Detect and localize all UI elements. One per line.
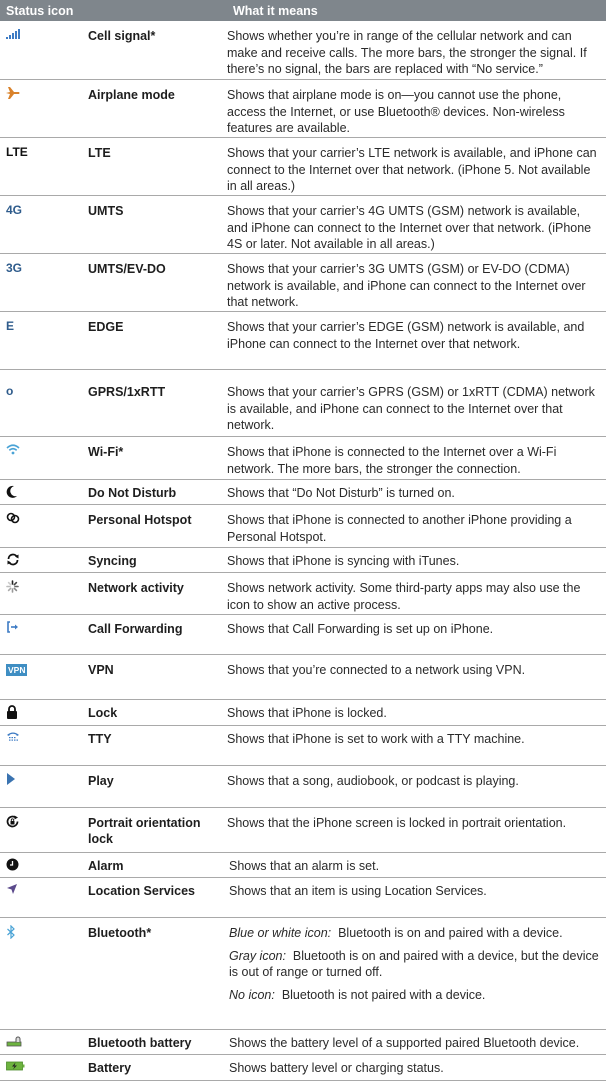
table-row bbox=[0, 480, 606, 505]
edge-icon: E bbox=[6, 319, 15, 333]
row-desc: Shows that airplane mode is on—you cannot use the phone, access the Internet, or use Bluetooth® devices. Non-wireless features are available. bbox=[227, 88, 565, 135]
gprs-icon: o bbox=[6, 384, 14, 398]
header-what-it-means: What it means bbox=[233, 3, 318, 18]
table-row bbox=[0, 1030, 606, 1055]
row-name: Personal Hotspot bbox=[88, 513, 192, 527]
row-desc: Shows that “Do Not Disturb” is turned on. bbox=[227, 486, 455, 500]
row-name: Bluetooth battery bbox=[88, 1036, 192, 1050]
table-row bbox=[0, 370, 606, 437]
row-name: GPRS/1xRTT bbox=[88, 385, 166, 399]
row-desc: Shows that you’re connected to a network using VPN. bbox=[227, 663, 526, 677]
table-row bbox=[0, 1055, 606, 1081]
row-desc: Shows that your carrier’s GPRS (GSM) or 1xRTT (CDMA) network is available, and iPhone can connect to the Internet over that network. bbox=[227, 385, 595, 432]
row-desc: Shows that iPhone is set to work with a TTY machine. bbox=[227, 732, 525, 746]
tty-icon bbox=[0, 726, 88, 765]
row-name: UMTS/EV-DO bbox=[88, 262, 166, 276]
row-name: Airplane mode bbox=[88, 88, 175, 102]
table-row bbox=[0, 766, 606, 808]
row-name: Alarm bbox=[88, 859, 124, 873]
row-name: Lock bbox=[88, 706, 118, 720]
table-row bbox=[0, 726, 606, 766]
row-desc: Shows that your carrier’s 4G UMTS (GSM) network is available, and iPhone can connect to the Internet over that network. (iPhone 4S or later. Not available in all areas.) bbox=[227, 204, 592, 251]
row-desc: Shows that an alarm is set. bbox=[229, 859, 380, 873]
bluetooth-icon bbox=[0, 918, 88, 1029]
row-name: UMTS bbox=[88, 204, 124, 218]
row-name: EDGE bbox=[88, 320, 124, 334]
row-desc: Shows that your carrier’s EDGE (GSM) network is available, and iPhone can connect to the Internet over that network. bbox=[227, 320, 585, 351]
row-desc: Shows whether you’re in range of the cellular network and can make and receive calls. The more bars, the stronger the signal. If there’s no signal, the bars are replaced with “No service.” bbox=[227, 29, 587, 76]
row-desc bbox=[227, 918, 606, 1029]
table-row bbox=[0, 196, 606, 254]
table-row bbox=[0, 878, 606, 918]
battery-icon bbox=[0, 1055, 88, 1080]
table-row bbox=[0, 573, 606, 615]
row-desc: Shows that the iPhone screen is locked in portrait orientation. bbox=[227, 816, 567, 830]
row-name: Play bbox=[88, 774, 114, 788]
portrait-lock-icon bbox=[0, 808, 88, 852]
row-name: Call Forwarding bbox=[88, 622, 183, 636]
table-row bbox=[0, 808, 606, 853]
row-desc: Shows that iPhone is connected to the Internet over a Wi-Fi network. The more bars, the stronger the connection. bbox=[227, 445, 557, 476]
row-name: Wi-Fi* bbox=[88, 445, 124, 459]
bluetooth-blue-note: Blue or white icon: Bluetooth is on and paired with a device. bbox=[229, 926, 563, 940]
row-desc: Shows that your carrier’s LTE network is available, and iPhone can connect to the Internet over that network. (iPhone 5. Not available in all areas.) bbox=[227, 146, 597, 193]
wifi-icon bbox=[0, 437, 88, 479]
table-row bbox=[0, 853, 606, 878]
table-row bbox=[0, 918, 606, 1030]
row-name: Bluetooth* bbox=[88, 926, 152, 940]
row-desc: Shows the battery level of a supported paired Bluetooth device. bbox=[229, 1036, 580, 1050]
table-row bbox=[0, 700, 606, 726]
location-icon bbox=[0, 878, 88, 917]
row-desc: Shows battery level or charging status. bbox=[229, 1061, 444, 1075]
row-name: Do Not Disturb bbox=[88, 486, 177, 500]
row-desc: Shows that a song, audiobook, or podcast is playing. bbox=[227, 774, 519, 788]
lock-icon bbox=[0, 700, 88, 725]
row-desc: Shows that Call Forwarding is set up on iPhone. bbox=[227, 622, 494, 636]
table-row bbox=[0, 655, 606, 700]
row-name: VPN bbox=[88, 663, 114, 677]
bluetooth-none-note: No icon: Bluetooth is not paired with a device. bbox=[229, 987, 486, 1002]
3g-icon: 3G bbox=[6, 261, 23, 275]
moon-icon bbox=[0, 480, 88, 504]
table-header bbox=[0, 0, 606, 21]
row-name: Syncing bbox=[88, 554, 137, 568]
row-desc: Shows that iPhone is locked. bbox=[227, 706, 387, 720]
row-name: Cell signal* bbox=[88, 29, 156, 43]
table-row bbox=[0, 21, 606, 80]
table-row bbox=[0, 254, 606, 312]
table-row bbox=[0, 505, 606, 548]
hotspot-icon bbox=[0, 505, 88, 547]
play-icon bbox=[0, 766, 88, 807]
alarm-icon bbox=[0, 853, 88, 877]
row-desc: Shows network activity. Some third-party apps may also use the icon to show an active process. bbox=[227, 581, 581, 612]
row-desc: Shows that iPhone is syncing with iTunes. bbox=[227, 554, 460, 568]
row-name: Portrait orientation lock bbox=[88, 816, 201, 846]
table-row bbox=[0, 80, 606, 138]
row-name: TTY bbox=[88, 732, 112, 746]
vpn-icon: VPN bbox=[8, 665, 26, 675]
airplane-icon bbox=[0, 80, 88, 137]
bluetooth-battery-icon bbox=[0, 1030, 88, 1054]
row-desc: Shows that iPhone is connected to another iPhone providing a Personal Hotspot. bbox=[227, 513, 572, 544]
row-name: LTE bbox=[88, 146, 111, 160]
row-name: Battery bbox=[88, 1061, 132, 1075]
lte-icon: LTE bbox=[6, 145, 28, 159]
table-row bbox=[0, 615, 606, 655]
sync-icon bbox=[0, 548, 88, 572]
row-name: Location Services bbox=[88, 884, 195, 898]
row-desc: Shows that an item is using Location Services. bbox=[229, 884, 487, 898]
table-row bbox=[0, 548, 606, 573]
call-forwarding-icon bbox=[0, 615, 88, 654]
table-row bbox=[0, 437, 606, 480]
row-name: Network activity bbox=[88, 581, 184, 595]
table-row bbox=[0, 138, 606, 196]
table-row bbox=[0, 312, 606, 370]
row-desc: Shows that your carrier’s 3G UMTS (GSM) or EV-DO (CDMA) network is available, and iPhone can connect to the Internet over that network. bbox=[227, 262, 586, 309]
network-activity-icon bbox=[0, 573, 88, 614]
4g-icon: 4G bbox=[6, 203, 23, 217]
bluetooth-gray-note: Gray icon: Bluetooth is on and paired with a device, but the device is out of range or turned off. bbox=[229, 948, 599, 979]
header-status-icon: Status icon bbox=[6, 3, 74, 18]
cell-signal-icon bbox=[0, 21, 88, 79]
